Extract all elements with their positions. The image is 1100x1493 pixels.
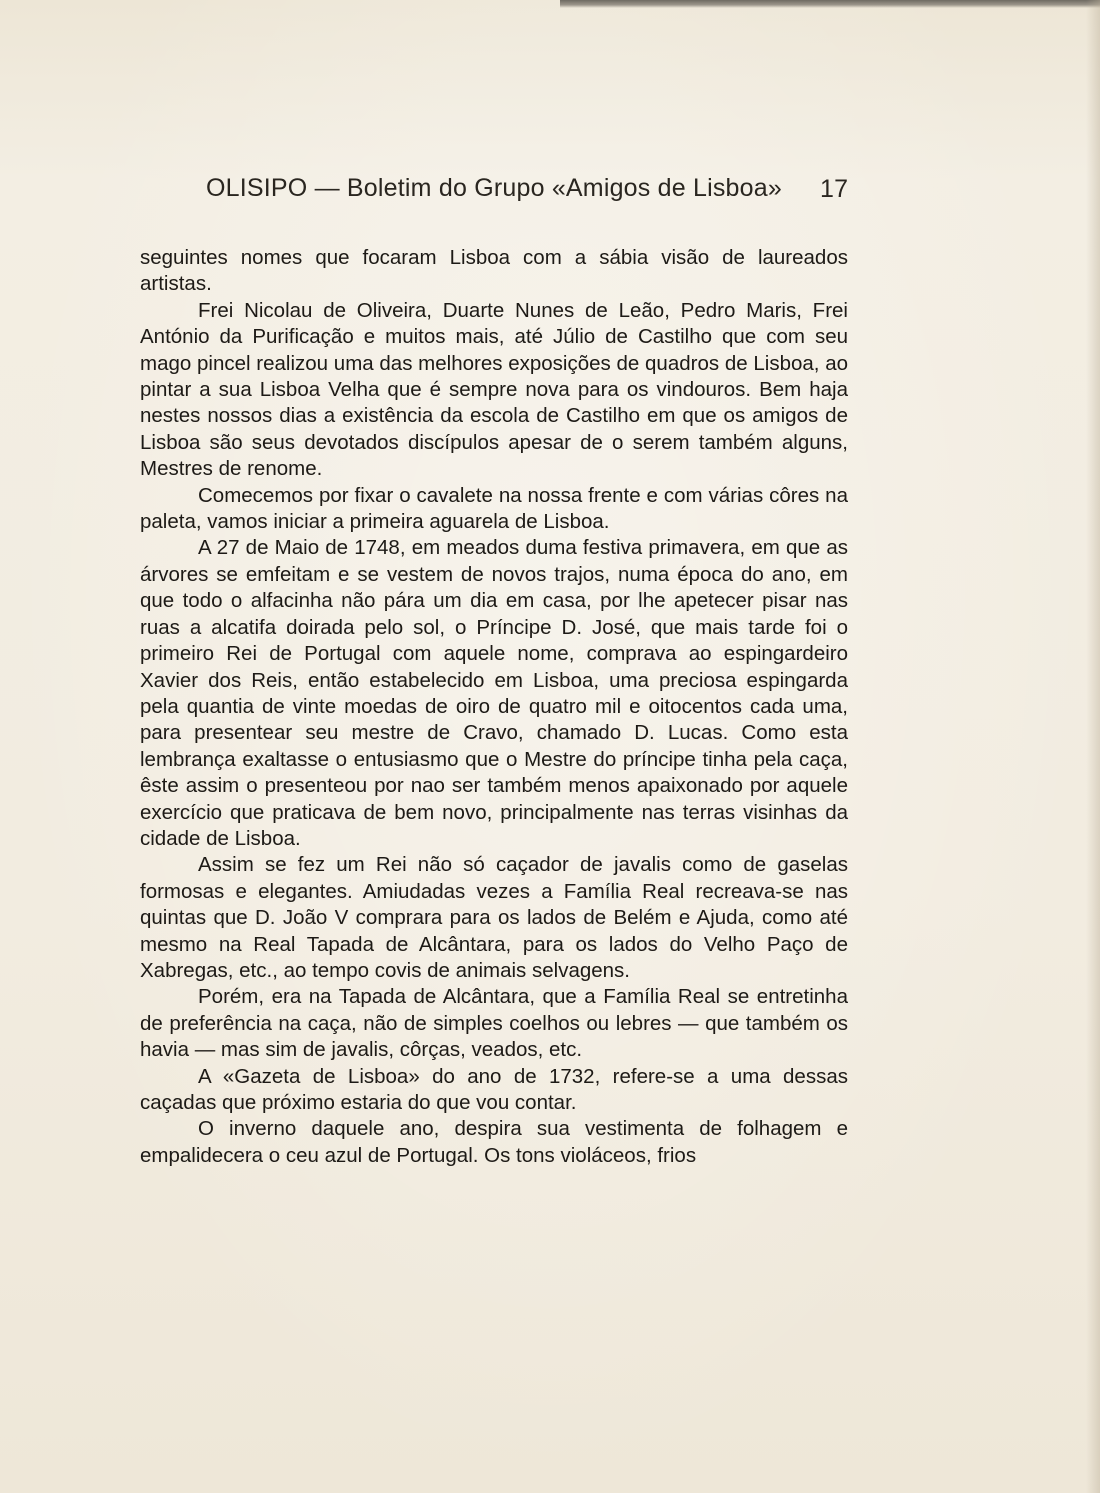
paper-top-edge-shadow <box>560 0 1100 8</box>
paper-right-edge-shadow <box>1086 0 1100 1493</box>
paragraph: Porém, era na Tapada de Alcântara, que a Família Real se entretinha de preferência na caça, não de simples coelhos ou lebres — que também os havia — mas sim de javalis, côrças, veados, etc. <box>140 985 848 1062</box>
paragraph: A 27 de Maio de 1748, em meados duma festiva primavera, em que as árvores se emfeitam e se vestem de novos trajos, numa época do ano, em que todo o alfacinha não pára um dia em casa, por lhe apetecer pisar nas ruas a alcatifa doirada pelo sol, o Príncipe D. José, que mais tarde foi o primeiro Rei de Portugal com aquele nome, comprava ao espingardeiro Xavier dos Reis, então estabelecido em Lisboa, uma preciosa espingarda pela quantia de vinte moedas de oiro de quatro mil e oitocentos cada uma, para presentear seu mestre de Cravo, chamado D. Lucas. Como esta lembrança exaltasse o entusiasmo que o Mestre do príncipe tinha pela caça, êste assim o presenteou por nao ser também menos apaixonado por aquele exercício que praticava de bem novo, principalmente nas terras visinhas da cidade de Lisboa. <box>140 536 848 850</box>
paragraph: A «Gazeta de Lisboa» do ano de 1732, refere-se a uma dessas caçadas que próximo estaria do que vou contar. <box>140 1064 848 1114</box>
paragraph-continuation: seguintes nomes que focaram Lisboa com a sábia visão de laureados artistas. <box>140 246 848 296</box>
running-header <box>206 174 856 210</box>
paragraph: Assim se fez um Rei não só caçador de javalis como de gaselas formosas e elegantes. Amiudadas vezes a Família Real recreava-se nas quintas que D. João V comprara para os lados de Belém e Ajuda, como até mesmo na Real Tapada de Alcântara, para os lados do Velho Paço de Xabregas, etc., ao tempo covis de animais selvagens. <box>140 853 848 982</box>
body-text <box>140 245 848 1169</box>
paragraph: O inverno daquele ano, despira sua vestimenta de folhagem e empalidecera o ceu azul de Portugal. Os tons violáceos, frios <box>140 1117 848 1167</box>
running-title: OLISIPO — Boletim do Grupo «Amigos de Lisboa» <box>206 174 782 202</box>
page-number: 17 <box>820 175 849 203</box>
paragraph: Frei Nicolau de Oliveira, Duarte Nunes de Leão, Pedro Maris, Frei António da Purificação e muitos mais, até Júlio de Castilho que com seu mago pincel realizou uma das melhores exposições de quadros de Lisboa, ao pintar a sua Lisboa Velha que é sempre nova para os vindouros. Bem haja nestes nossos dias a existência da escola de Castilho em que os amigos de Lisboa são seus devotados discípulos apesar de o serem também alguns, Mestres de renome. <box>140 298 848 481</box>
paragraph: Comecemos por fixar o cavalete na nossa frente e com várias côres na paleta, vamos iniciar a primeira aguarela de Lisboa. <box>140 483 848 534</box>
